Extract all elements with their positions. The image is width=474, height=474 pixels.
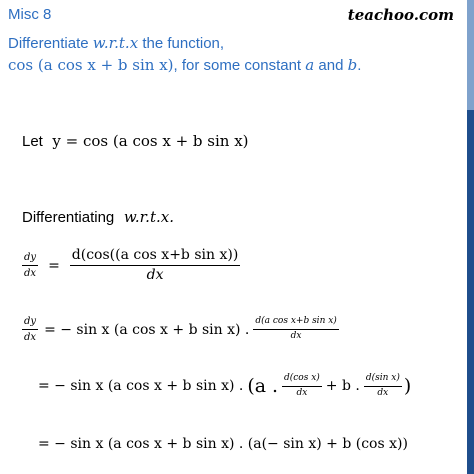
step1-denominator: dx: [146, 267, 164, 284]
step-2: [22, 316, 339, 343]
step2-numerator: d(a cos x+b sin x): [253, 317, 338, 330]
dy-dx-fraction-2: [22, 316, 38, 343]
dy-text: dy: [22, 252, 38, 266]
step-3: [38, 374, 411, 399]
step3-close: ): [403, 375, 412, 398]
step3-fraction-1: [282, 374, 322, 399]
let-word: Let: [22, 133, 43, 150]
step1-fraction: [70, 248, 241, 284]
step3-denominator-1: dx: [296, 387, 308, 398]
question-period: .: [357, 57, 362, 74]
dy-text: dy: [22, 316, 38, 330]
question-line-2: [8, 56, 361, 74]
let-line: [22, 132, 249, 150]
step3-numerator-1: d(cos x): [282, 374, 322, 387]
brand-logo: teachoo.com: [347, 6, 454, 24]
scrollbar[interactable]: [467, 0, 474, 474]
step3-open: (a .: [247, 375, 278, 398]
question-and: and: [314, 57, 348, 74]
step2-fraction: [253, 317, 338, 342]
dy-dx-fraction-1: [22, 252, 38, 279]
step3-fraction-2: [364, 374, 402, 399]
dx-text: dx: [24, 268, 37, 280]
step3-denominator-2: dx: [377, 387, 389, 398]
question-expression: cos (a cos x + b sin x): [8, 56, 174, 74]
step1-numerator: d(cos((a cos x+b sin x)): [70, 248, 241, 266]
step3-plus: + b .: [325, 378, 360, 395]
question-suffix: the function,: [138, 35, 225, 52]
step3-numerator-2: d(sin x): [364, 374, 402, 387]
question-prefix: Differentiate: [8, 35, 93, 52]
step3-expression: = − sin x (a cos x + b sin x) .: [38, 378, 244, 395]
step2-denominator: dx: [290, 331, 302, 341]
question-line-1: [8, 34, 224, 52]
misc-label: Misc 8: [8, 6, 52, 23]
question-wrt: w.r.t.x: [92, 34, 139, 52]
question-b: b: [347, 56, 358, 74]
step-4: = − sin x (a cos x + b sin x) . (a(− sin x) + b (cos x)): [38, 436, 408, 452]
step-1: [22, 248, 240, 284]
question-a: a: [305, 56, 315, 74]
diff-wrt: w.r.t.x.: [123, 208, 174, 226]
dx-text: dx: [24, 332, 37, 343]
differentiating-line: [22, 208, 174, 226]
scrollbar-thumb[interactable]: [467, 0, 474, 110]
step2-expression: = − sin x (a cos x + b sin x) .: [44, 321, 250, 338]
question-constant-text: , for some constant: [173, 57, 306, 74]
equals-sign: =: [48, 257, 60, 274]
let-expression: y = cos (a cos x + b sin x): [52, 132, 249, 150]
diff-word: Differentiating: [22, 209, 115, 226]
